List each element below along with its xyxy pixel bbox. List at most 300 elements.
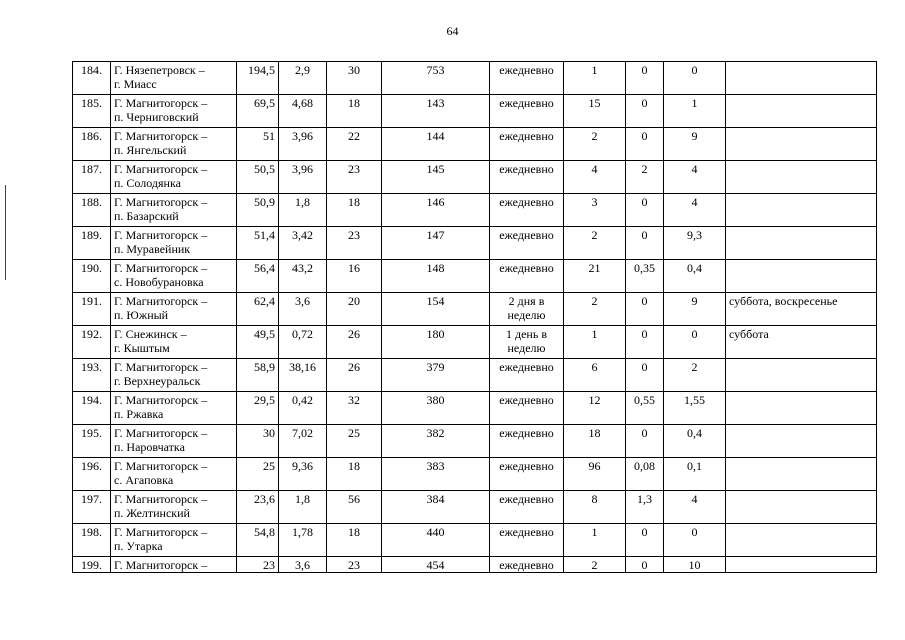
row-number-cell [73, 128, 111, 161]
row-number-cell [73, 491, 111, 524]
frequency-cell [490, 326, 564, 359]
value-5: 148 [426, 261, 445, 275]
value-5: 440 [426, 525, 445, 539]
value-cell-8 [626, 359, 664, 392]
value-4: 18 [348, 459, 360, 473]
value-cell-7 [564, 458, 626, 491]
length-cell [237, 326, 279, 359]
value-cell-8 [626, 194, 664, 227]
value-cell-3 [279, 524, 327, 557]
value-3: 0,72 [292, 327, 313, 341]
route-cell [111, 491, 237, 524]
row-number-cell [73, 293, 111, 326]
row-number: 199. [81, 558, 102, 572]
note-cell [726, 227, 877, 260]
value-cell-4 [327, 128, 382, 161]
route-cell [111, 458, 237, 491]
value-cell-3 [279, 293, 327, 326]
value-cell-9 [664, 62, 726, 95]
value-8: 0 [641, 558, 648, 572]
value-cell-7 [564, 95, 626, 128]
value-cell-5 [382, 392, 490, 425]
note-cell [726, 260, 877, 293]
value-5: 146 [426, 195, 445, 209]
row-number-cell [73, 458, 111, 491]
length-cell [237, 392, 279, 425]
row-number: 196. [81, 459, 102, 473]
row-number-cell [73, 260, 111, 293]
row-number-cell [73, 392, 111, 425]
note-cell [726, 326, 877, 359]
route-line-2: п. Желтинский [114, 506, 190, 520]
value-7: 2 [591, 228, 598, 242]
row-number: 187. [81, 162, 102, 176]
route-line-1: Г. Магнитогорск – [114, 459, 208, 473]
route-line-2: с. Новобурановка [114, 275, 204, 289]
row-number: 186. [81, 129, 102, 143]
value-3: 1,78 [292, 525, 313, 539]
row-number-cell [73, 557, 111, 573]
value-3: 3,6 [295, 558, 310, 572]
value-9: 0 [691, 327, 698, 341]
row-number-cell [73, 161, 111, 194]
table-row [73, 392, 877, 425]
table-row [73, 161, 877, 194]
table-row [73, 227, 877, 260]
frequency-cell [490, 227, 564, 260]
value-cell-9 [664, 161, 726, 194]
value-cell-4 [327, 557, 382, 573]
length-value: 69,5 [254, 96, 275, 110]
value-7: 2 [591, 129, 598, 143]
value-cell-7 [564, 260, 626, 293]
value-cell-8 [626, 557, 664, 573]
value-4: 26 [348, 360, 360, 374]
value-9: 0,1 [687, 459, 702, 473]
value-cell-7 [564, 128, 626, 161]
scan-margin-mark [5, 185, 6, 280]
value-cell-4 [327, 95, 382, 128]
value-cell-3 [279, 557, 327, 573]
value-cell-8 [626, 161, 664, 194]
row-number: 185. [81, 96, 102, 110]
value-cell-7 [564, 194, 626, 227]
length-value: 23,6 [254, 492, 275, 506]
frequency-cell [490, 359, 564, 392]
frequency-cell [490, 62, 564, 95]
value-cell-3 [279, 62, 327, 95]
frequency-cell [490, 161, 564, 194]
frequency-cell [490, 194, 564, 227]
value-8: 0 [641, 195, 648, 209]
note-cell [726, 557, 877, 573]
route-line-1: Г. Магнитогорск – [114, 558, 208, 572]
value-9: 10 [688, 558, 701, 572]
length-value: 30 [263, 426, 275, 440]
row-number-cell [73, 62, 111, 95]
value-7: 6 [591, 360, 598, 374]
value-9: 4 [691, 492, 698, 506]
value-9: 0 [691, 525, 698, 539]
length-value: 49,5 [254, 327, 275, 341]
value-cell-9 [664, 128, 726, 161]
value-cell-9 [664, 227, 726, 260]
frequency-cell [490, 95, 564, 128]
value-8: 0,35 [634, 261, 655, 275]
length-value: 29,5 [254, 393, 275, 407]
length-value: 54,8 [254, 525, 275, 539]
value-cell-8 [626, 227, 664, 260]
frequency-line-1: ежедневно [499, 261, 554, 275]
frequency-cell [490, 458, 564, 491]
note-cell [726, 194, 877, 227]
note-cell [726, 458, 877, 491]
value-cell-3 [279, 491, 327, 524]
value-cell-8 [626, 326, 664, 359]
value-8: 0 [641, 327, 648, 341]
value-8: 0 [641, 360, 648, 374]
value-9: 9 [691, 129, 698, 143]
frequency-line-1: 1 день в [506, 327, 547, 341]
table-row [73, 524, 877, 557]
value-cell-8 [626, 293, 664, 326]
length-cell [237, 260, 279, 293]
value-4: 22 [348, 129, 360, 143]
row-number: 188. [81, 195, 102, 209]
value-cell-8 [626, 392, 664, 425]
value-9: 0 [691, 63, 698, 77]
row-number: 193. [81, 360, 102, 374]
value-8: 0 [641, 129, 648, 143]
route-cell [111, 524, 237, 557]
value-8: 1,3 [637, 492, 652, 506]
value-cell-7 [564, 491, 626, 524]
value-7: 15 [588, 96, 601, 110]
value-9: 0,4 [687, 261, 702, 275]
value-cell-9 [664, 326, 726, 359]
route-line-1: Г. Магнитогорск – [114, 195, 208, 209]
value-cell-8 [626, 458, 664, 491]
value-cell-7 [564, 392, 626, 425]
table-row [73, 458, 877, 491]
value-7: 2 [591, 558, 598, 572]
value-cell-9 [664, 392, 726, 425]
value-8: 0 [641, 525, 648, 539]
route-line-2: п. Муравейник [114, 242, 191, 256]
table-row [73, 260, 877, 293]
value-4: 18 [348, 96, 360, 110]
route-line-1: Г. Магнитогорск – [114, 426, 208, 440]
frequency-cell [490, 557, 564, 573]
frequency-cell [490, 524, 564, 557]
value-cell-5 [382, 359, 490, 392]
value-cell-4 [327, 260, 382, 293]
route-line-1: Г. Магнитогорск – [114, 129, 208, 143]
value-cell-3 [279, 194, 327, 227]
value-3: 3,6 [295, 294, 310, 308]
route-line-1: Г. Магнитогорск – [114, 261, 208, 275]
row-number: 198. [81, 525, 102, 539]
length-value: 58,9 [254, 360, 275, 374]
table-row [73, 326, 877, 359]
frequency-line-1: ежедневно [499, 393, 554, 407]
route-cell [111, 557, 237, 573]
note-cell [726, 359, 877, 392]
table-row [73, 293, 877, 326]
table-row [73, 359, 877, 392]
value-8: 0 [641, 228, 648, 242]
value-cell-8 [626, 95, 664, 128]
value-cell-4 [327, 458, 382, 491]
length-cell [237, 359, 279, 392]
route-cell [111, 425, 237, 458]
value-cell-4 [327, 326, 382, 359]
value-8: 0 [641, 426, 648, 440]
route-cell [111, 260, 237, 293]
value-cell-7 [564, 62, 626, 95]
value-cell-8 [626, 62, 664, 95]
value-cell-7 [564, 524, 626, 557]
value-3: 43,2 [292, 261, 313, 275]
length-cell [237, 194, 279, 227]
length-cell [237, 161, 279, 194]
value-cell-8 [626, 260, 664, 293]
table-row [73, 491, 877, 524]
value-5: 154 [426, 294, 445, 308]
value-4: 56 [348, 492, 360, 506]
value-cell-4 [327, 359, 382, 392]
value-3: 2,9 [295, 63, 310, 77]
value-cell-5 [382, 194, 490, 227]
value-cell-7 [564, 161, 626, 194]
route-line-2: п. Янгельский [114, 143, 187, 157]
value-cell-9 [664, 260, 726, 293]
route-line-1: Г. Магнитогорск – [114, 228, 208, 242]
value-3: 3,96 [292, 162, 313, 176]
note-cell [726, 128, 877, 161]
route-line-2: г. Верхнеуральск [114, 374, 201, 388]
route-cell [111, 128, 237, 161]
row-number: 189. [81, 228, 102, 242]
note-cell [726, 161, 877, 194]
route-line-1: Г. Магнитогорск – [114, 162, 208, 176]
value-7: 4 [591, 162, 598, 176]
frequency-cell [490, 128, 564, 161]
value-4: 16 [348, 261, 360, 275]
value-5: 384 [426, 492, 445, 506]
row-number: 191. [81, 294, 102, 308]
routes-table [72, 61, 877, 573]
length-value: 194,5 [248, 63, 275, 77]
value-cell-9 [664, 524, 726, 557]
value-cell-4 [327, 524, 382, 557]
frequency-line-1: ежедневно [499, 195, 554, 209]
route-line-2: п. Утарка [114, 539, 163, 553]
value-5: 143 [426, 96, 445, 110]
frequency-line-1: ежедневно [499, 129, 554, 143]
frequency-line-1: ежедневно [499, 96, 554, 110]
frequency-line-1: ежедневно [499, 525, 554, 539]
frequency-line-1: ежедневно [499, 63, 554, 77]
value-3: 3,96 [292, 129, 313, 143]
frequency-cell [490, 425, 564, 458]
table-row [73, 62, 877, 95]
value-cell-5 [382, 128, 490, 161]
length-value: 51,4 [254, 228, 275, 242]
route-line-2: п. Солодянка [114, 176, 181, 190]
note-cell [726, 95, 877, 128]
value-cell-9 [664, 557, 726, 573]
value-cell-3 [279, 392, 327, 425]
value-7: 1 [591, 327, 598, 341]
value-4: 25 [348, 426, 360, 440]
value-cell-3 [279, 458, 327, 491]
value-cell-5 [382, 293, 490, 326]
value-cell-5 [382, 62, 490, 95]
length-cell [237, 491, 279, 524]
length-cell [237, 128, 279, 161]
route-line-2: с. Агаповка [114, 473, 174, 487]
value-cell-4 [327, 62, 382, 95]
route-line-1: Г. Магнитогорск – [114, 393, 208, 407]
route-cell [111, 326, 237, 359]
row-number: 190. [81, 261, 102, 275]
value-cell-9 [664, 359, 726, 392]
note-cell [726, 293, 877, 326]
row-number-cell [73, 425, 111, 458]
value-cell-7 [564, 326, 626, 359]
table-row [73, 425, 877, 458]
note-cell [726, 425, 877, 458]
value-cell-7 [564, 425, 626, 458]
value-cell-7 [564, 557, 626, 573]
route-line-1: Г. Магнитогорск – [114, 492, 208, 506]
value-7: 1 [591, 525, 598, 539]
value-cell-4 [327, 227, 382, 260]
route-line-2: п. Базарский [114, 209, 179, 223]
row-number-cell [73, 359, 111, 392]
note-cell [726, 491, 877, 524]
length-value: 50,9 [254, 195, 275, 209]
value-cell-4 [327, 425, 382, 458]
value-cell-3 [279, 161, 327, 194]
value-cell-7 [564, 227, 626, 260]
length-value: 51 [263, 129, 275, 143]
route-cell [111, 194, 237, 227]
value-5: 380 [426, 393, 445, 407]
frequency-cell [490, 293, 564, 326]
value-cell-3 [279, 425, 327, 458]
value-9: 4 [691, 162, 698, 176]
value-cell-5 [382, 95, 490, 128]
length-cell [237, 227, 279, 260]
value-3: 3,42 [292, 228, 313, 242]
length-cell [237, 557, 279, 573]
route-line-2: г. Кыштым [114, 341, 170, 355]
value-9: 0,4 [687, 426, 702, 440]
route-line-1: Г. Магнитогорск – [114, 294, 208, 308]
note-text: суббота, воскресенье [729, 294, 838, 308]
value-3: 4,68 [292, 96, 313, 110]
value-cell-9 [664, 425, 726, 458]
table-row [73, 128, 877, 161]
note-cell [726, 524, 877, 557]
value-5: 180 [426, 327, 445, 341]
value-cell-5 [382, 260, 490, 293]
length-value: 23 [263, 558, 275, 572]
value-5: 454 [426, 558, 445, 572]
value-cell-8 [626, 425, 664, 458]
note-cell [726, 392, 877, 425]
value-cell-3 [279, 95, 327, 128]
value-3: 9,36 [292, 459, 313, 473]
frequency-line-2: неделю [507, 308, 546, 322]
frequency-line-1: ежедневно [499, 426, 554, 440]
row-number: 195. [81, 426, 102, 440]
frequency-cell [490, 392, 564, 425]
value-cell-3 [279, 359, 327, 392]
value-cell-9 [664, 95, 726, 128]
length-value: 25 [263, 459, 275, 473]
value-9: 9 [691, 294, 698, 308]
length-value: 50,5 [254, 162, 275, 176]
value-4: 23 [348, 558, 360, 572]
value-5: 382 [426, 426, 445, 440]
route-line-1: Г. Магнитогорск – [114, 525, 208, 539]
route-cell [111, 293, 237, 326]
route-cell [111, 392, 237, 425]
value-4: 23 [348, 162, 360, 176]
value-8: 2 [641, 162, 648, 176]
value-8: 0 [641, 294, 648, 308]
row-number-cell [73, 95, 111, 128]
row-number-cell [73, 194, 111, 227]
length-cell [237, 425, 279, 458]
frequency-line-1: ежедневно [499, 360, 554, 374]
value-cell-5 [382, 425, 490, 458]
table-row [73, 557, 877, 573]
length-cell [237, 62, 279, 95]
value-cell-5 [382, 557, 490, 573]
row-number-cell [73, 524, 111, 557]
frequency-line-1: 2 дня в [508, 294, 545, 308]
value-7: 8 [591, 492, 598, 506]
value-cell-9 [664, 293, 726, 326]
length-value: 62,4 [254, 294, 275, 308]
route-cell [111, 227, 237, 260]
route-cell [111, 62, 237, 95]
value-cell-9 [664, 458, 726, 491]
value-cell-4 [327, 491, 382, 524]
frequency-cell [490, 260, 564, 293]
value-cell-4 [327, 293, 382, 326]
route-line-2: г. Миасс [114, 77, 157, 91]
value-cell-7 [564, 293, 626, 326]
value-7: 12 [588, 393, 601, 407]
frequency-line-1: ежедневно [499, 228, 554, 242]
route-line-1: Г. Магнитогорск – [114, 360, 208, 374]
value-cell-4 [327, 392, 382, 425]
value-cell-9 [664, 194, 726, 227]
route-line-1: Г. Снежинск – [114, 327, 187, 341]
value-cell-3 [279, 128, 327, 161]
value-7: 96 [588, 459, 601, 473]
row-number-cell [73, 326, 111, 359]
row-number: 194. [81, 393, 102, 407]
value-cell-5 [382, 227, 490, 260]
value-7: 3 [591, 195, 598, 209]
note-text: суббота [729, 327, 769, 341]
